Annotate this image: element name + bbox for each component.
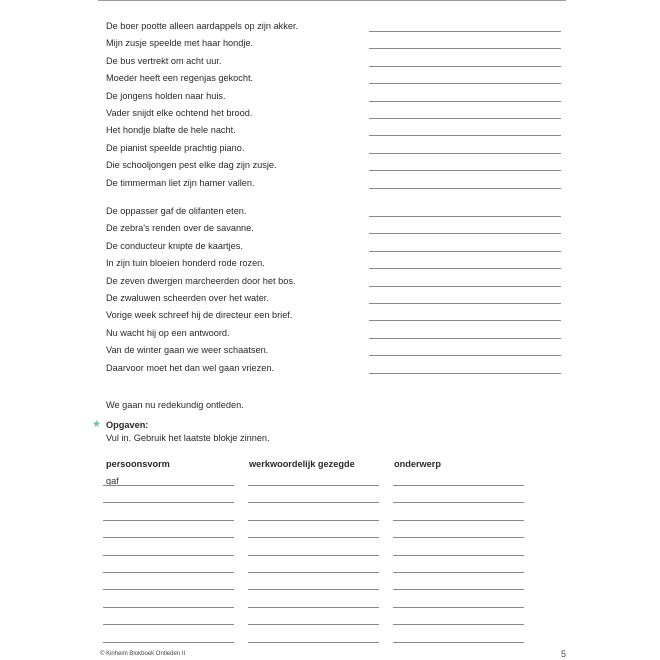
grid-answer-line[interactable] xyxy=(103,502,234,503)
column-header-werkwoordelijk-gezegde: werkwoordelijk gezegde xyxy=(249,459,355,469)
sentence-row xyxy=(106,19,566,36)
grid-answer-line[interactable] xyxy=(103,589,234,590)
grid-answer-line[interactable] xyxy=(393,572,524,573)
star-icon: ★ xyxy=(92,419,101,430)
answer-line[interactable] xyxy=(369,48,561,49)
sentence-text: Moeder heeft een regenjas gekocht. xyxy=(106,73,254,84)
sentence-text: Mijn zusje speelde met haar hondje. xyxy=(106,38,254,49)
grid-answer-line[interactable] xyxy=(103,572,234,573)
sentence-row xyxy=(106,176,566,193)
sentence-text: De jongens holden naar huis. xyxy=(106,90,226,101)
sentence-text: Daarvoor moet het dan wel gaan vriezen. xyxy=(106,362,275,373)
sentence-text: Vader snijdt elke ochtend het brood. xyxy=(106,107,253,118)
sentence-text: De timmerman liet zijn hamer vallen. xyxy=(106,177,255,188)
answer-line[interactable] xyxy=(369,188,561,189)
answer-line[interactable] xyxy=(369,31,561,32)
grid-answer-line[interactable] xyxy=(393,520,524,521)
answer-line[interactable] xyxy=(369,286,561,287)
sentence-row xyxy=(106,256,566,273)
answer-line[interactable] xyxy=(369,233,561,234)
grid-answer-line[interactable] xyxy=(248,555,379,556)
column-header-onderwerp: onderwerp xyxy=(394,459,441,469)
answer-line[interactable] xyxy=(369,338,561,339)
sentence-row xyxy=(106,54,566,71)
sentence-row xyxy=(106,221,566,238)
answer-line[interactable] xyxy=(369,303,561,304)
grid-answer-line[interactable] xyxy=(248,624,379,625)
grid-answer-line[interactable] xyxy=(248,520,379,521)
grid-answer-line[interactable] xyxy=(248,537,379,538)
sentence-block-1 xyxy=(106,19,566,193)
example-answer: gaf xyxy=(106,476,119,486)
sentence-row xyxy=(106,123,566,140)
column-header-persoonsvorm: persoonsvorm xyxy=(106,459,170,469)
answer-line[interactable] xyxy=(369,320,561,321)
answer-line[interactable] xyxy=(369,268,561,269)
answer-line[interactable] xyxy=(369,373,561,374)
sentence-text: De conducteur knipte de kaartjes. xyxy=(106,240,243,251)
grid-answer-line[interactable] xyxy=(248,589,379,590)
sentence-row xyxy=(106,274,566,291)
sentence-row xyxy=(106,308,566,325)
grid-answer-line[interactable] xyxy=(248,485,379,486)
grid-answer-line[interactable] xyxy=(393,537,524,538)
answer-line[interactable] xyxy=(369,66,561,67)
grid-answer-line[interactable] xyxy=(248,607,379,608)
grid-answer-line[interactable] xyxy=(103,537,234,538)
sentence-row xyxy=(106,158,566,175)
sentence-text: De boer pootte alleen aardappels op zijn akker. xyxy=(106,21,299,31)
opgaven-title: Opgaven: xyxy=(106,420,149,430)
grid-answer-line[interactable] xyxy=(393,589,524,590)
page-number: 5 xyxy=(561,649,567,659)
top-rule xyxy=(98,0,566,1)
sentence-row xyxy=(106,36,566,53)
sentence-row xyxy=(106,89,566,106)
grid-answer-line[interactable] xyxy=(393,555,524,556)
sentence-row xyxy=(106,291,566,308)
grid-answer-line[interactable] xyxy=(103,642,234,643)
sentence-row xyxy=(106,106,566,123)
answer-line[interactable] xyxy=(369,101,561,102)
sentence-text: De oppasser gaf de olifanten eten. xyxy=(106,206,247,216)
grid-answer-line[interactable] xyxy=(248,572,379,573)
footer-copyright: © Kinheim Blokboek Ontleden II xyxy=(100,651,186,657)
sentence-text: In zijn tuin bloeien honderd rode rozen. xyxy=(106,258,265,269)
answer-line[interactable] xyxy=(369,118,561,119)
intro-text: We gaan nu redekundig ontleden. xyxy=(106,400,244,410)
sentence-row xyxy=(106,326,566,343)
grid-answer-line[interactable] xyxy=(248,502,379,503)
opgaven-instruction: Vul in. Gebruik het laatste blokje zinnen. xyxy=(106,433,270,443)
sentence-row xyxy=(106,71,566,88)
sentence-text: De zebra's renden over de savanne. xyxy=(106,223,254,234)
grid-answer-line[interactable] xyxy=(103,520,234,521)
grid-answer-line[interactable] xyxy=(393,502,524,503)
grid-answer-line[interactable] xyxy=(103,624,234,625)
sentence-row xyxy=(106,239,566,256)
sentence-row xyxy=(106,204,566,221)
sentence-text: De pianist speelde prachtig piano. xyxy=(106,142,245,153)
sentence-block-2 xyxy=(106,204,566,378)
grid-answer-line[interactable] xyxy=(103,485,234,486)
answer-line[interactable] xyxy=(369,135,561,136)
grid-answer-line[interactable] xyxy=(248,642,379,643)
grid-answer-line[interactable] xyxy=(103,607,234,608)
answer-line[interactable] xyxy=(369,216,561,217)
answer-line[interactable] xyxy=(369,355,561,356)
answer-line[interactable] xyxy=(369,251,561,252)
answer-line[interactable] xyxy=(369,170,561,171)
sentence-text: De zeven dwergen marcheerden door het bos. xyxy=(106,275,296,286)
sentence-row xyxy=(106,343,566,360)
answer-line[interactable] xyxy=(369,83,561,84)
sentence-text: Nu wacht hij op een antwoord. xyxy=(106,327,230,338)
answer-line[interactable] xyxy=(369,153,561,154)
sentence-text: Van de winter gaan we weer schaatsen. xyxy=(106,345,269,356)
sentence-text: Die schooljongen pest elke dag zijn zusje. xyxy=(106,160,277,171)
sentence-text: De bus vertrekt om acht uur. xyxy=(106,55,222,66)
sentence-row xyxy=(106,141,566,158)
sentence-text: Het hondje blafte de hele nacht. xyxy=(106,125,236,136)
grid-answer-line[interactable] xyxy=(393,607,524,608)
grid-answer-line[interactable] xyxy=(103,555,234,556)
sentence-text: De zwaluwen scheerden over het water. xyxy=(106,292,269,303)
grid-answer-line[interactable] xyxy=(393,642,524,643)
sentence-text: Vorige week schreef hij de directeur een brief. xyxy=(106,310,293,321)
sentence-row xyxy=(106,361,566,378)
grid-answer-line[interactable] xyxy=(393,485,524,486)
grid-answer-line[interactable] xyxy=(393,624,524,625)
